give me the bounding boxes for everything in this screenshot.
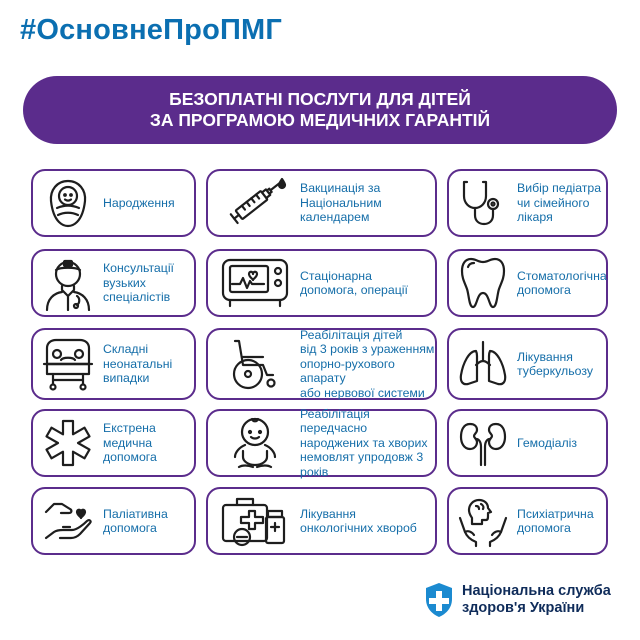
star-of-life-icon [39, 418, 97, 468]
page-banner [23, 76, 617, 144]
service-label: Реабілітація дітей від 3 років з ураженням опорно-рухового апарату або нервової системи [300, 327, 435, 400]
syringe-icon [214, 175, 296, 231]
service-label: Вакцинація за Національним календарем [300, 181, 382, 225]
hashtag-title: #ОсновнеПроПМГ [20, 14, 283, 46]
service-card-specialists [31, 249, 196, 317]
service-card-psychiatry [447, 487, 608, 555]
shield-cross-icon [424, 582, 454, 618]
stethoscope-icon [453, 177, 513, 229]
infant-icon [214, 415, 296, 471]
banner-line-2: ЗА ПРОГРАМОЮ МЕДИЧНИХ ГАРАНТІЙ [149, 110, 491, 130]
service-label: Вибір педіатра чи сімейного лікаря [517, 181, 602, 225]
service-label: Паліативна допомога [103, 506, 168, 535]
nszu-logo[interactable] [424, 582, 611, 618]
service-card-tuberculosis [447, 328, 608, 400]
service-label: Стоматологічна допомога [517, 268, 607, 297]
service-card-pediatrician [447, 169, 608, 237]
lungs-icon [453, 339, 513, 389]
org-name: Національна служба здоров'я України [462, 583, 611, 616]
service-card-rehab-infants [206, 406, 437, 479]
service-card-oncology [206, 487, 437, 555]
service-label: Стаціонарна допомога, операції [300, 268, 408, 297]
service-label: Психіатрична допомога [517, 506, 594, 535]
caring-hands-icon [39, 496, 97, 546]
service-label: Лікування онкологічних хвороб [300, 506, 417, 535]
wheelchair-icon [214, 336, 296, 392]
service-card-vaccination [206, 169, 437, 237]
heart-monitor-icon [214, 257, 296, 309]
service-card-hemodialysis [447, 409, 608, 477]
doctor-icon [39, 255, 97, 311]
service-card-emergency [31, 409, 196, 477]
service-card-neonatal [31, 328, 196, 400]
service-card-rehab-children [206, 328, 437, 400]
service-card-palliative [31, 487, 196, 555]
head-hands-icon [453, 494, 513, 548]
tooth-icon [453, 256, 513, 310]
service-label: Реабілітація передчасно народжених та хворих немовлят упродовж 3 років [300, 406, 428, 479]
service-label: Гемодіаліз [517, 435, 577, 450]
service-label: Складні неонатальні випадки [103, 342, 173, 386]
service-card-dentistry [447, 249, 608, 317]
kidneys-icon [453, 418, 513, 468]
medicine-kit-icon [214, 493, 296, 549]
incubator-icon [39, 336, 97, 392]
service-label: Лікування туберкульозу [517, 349, 593, 378]
service-card-inpatient [206, 249, 437, 317]
service-label: Екстрена медична допомога [103, 421, 157, 465]
service-label: Консультації вузьких спеціалістів [103, 261, 174, 305]
baby-icon [39, 178, 97, 228]
banner-line-1: БЕЗОПЛАТНІ ПОСЛУГИ ДЛЯ ДІТЕЙ [169, 89, 471, 109]
service-card-birth [31, 169, 196, 237]
service-label: Народження [103, 195, 175, 210]
